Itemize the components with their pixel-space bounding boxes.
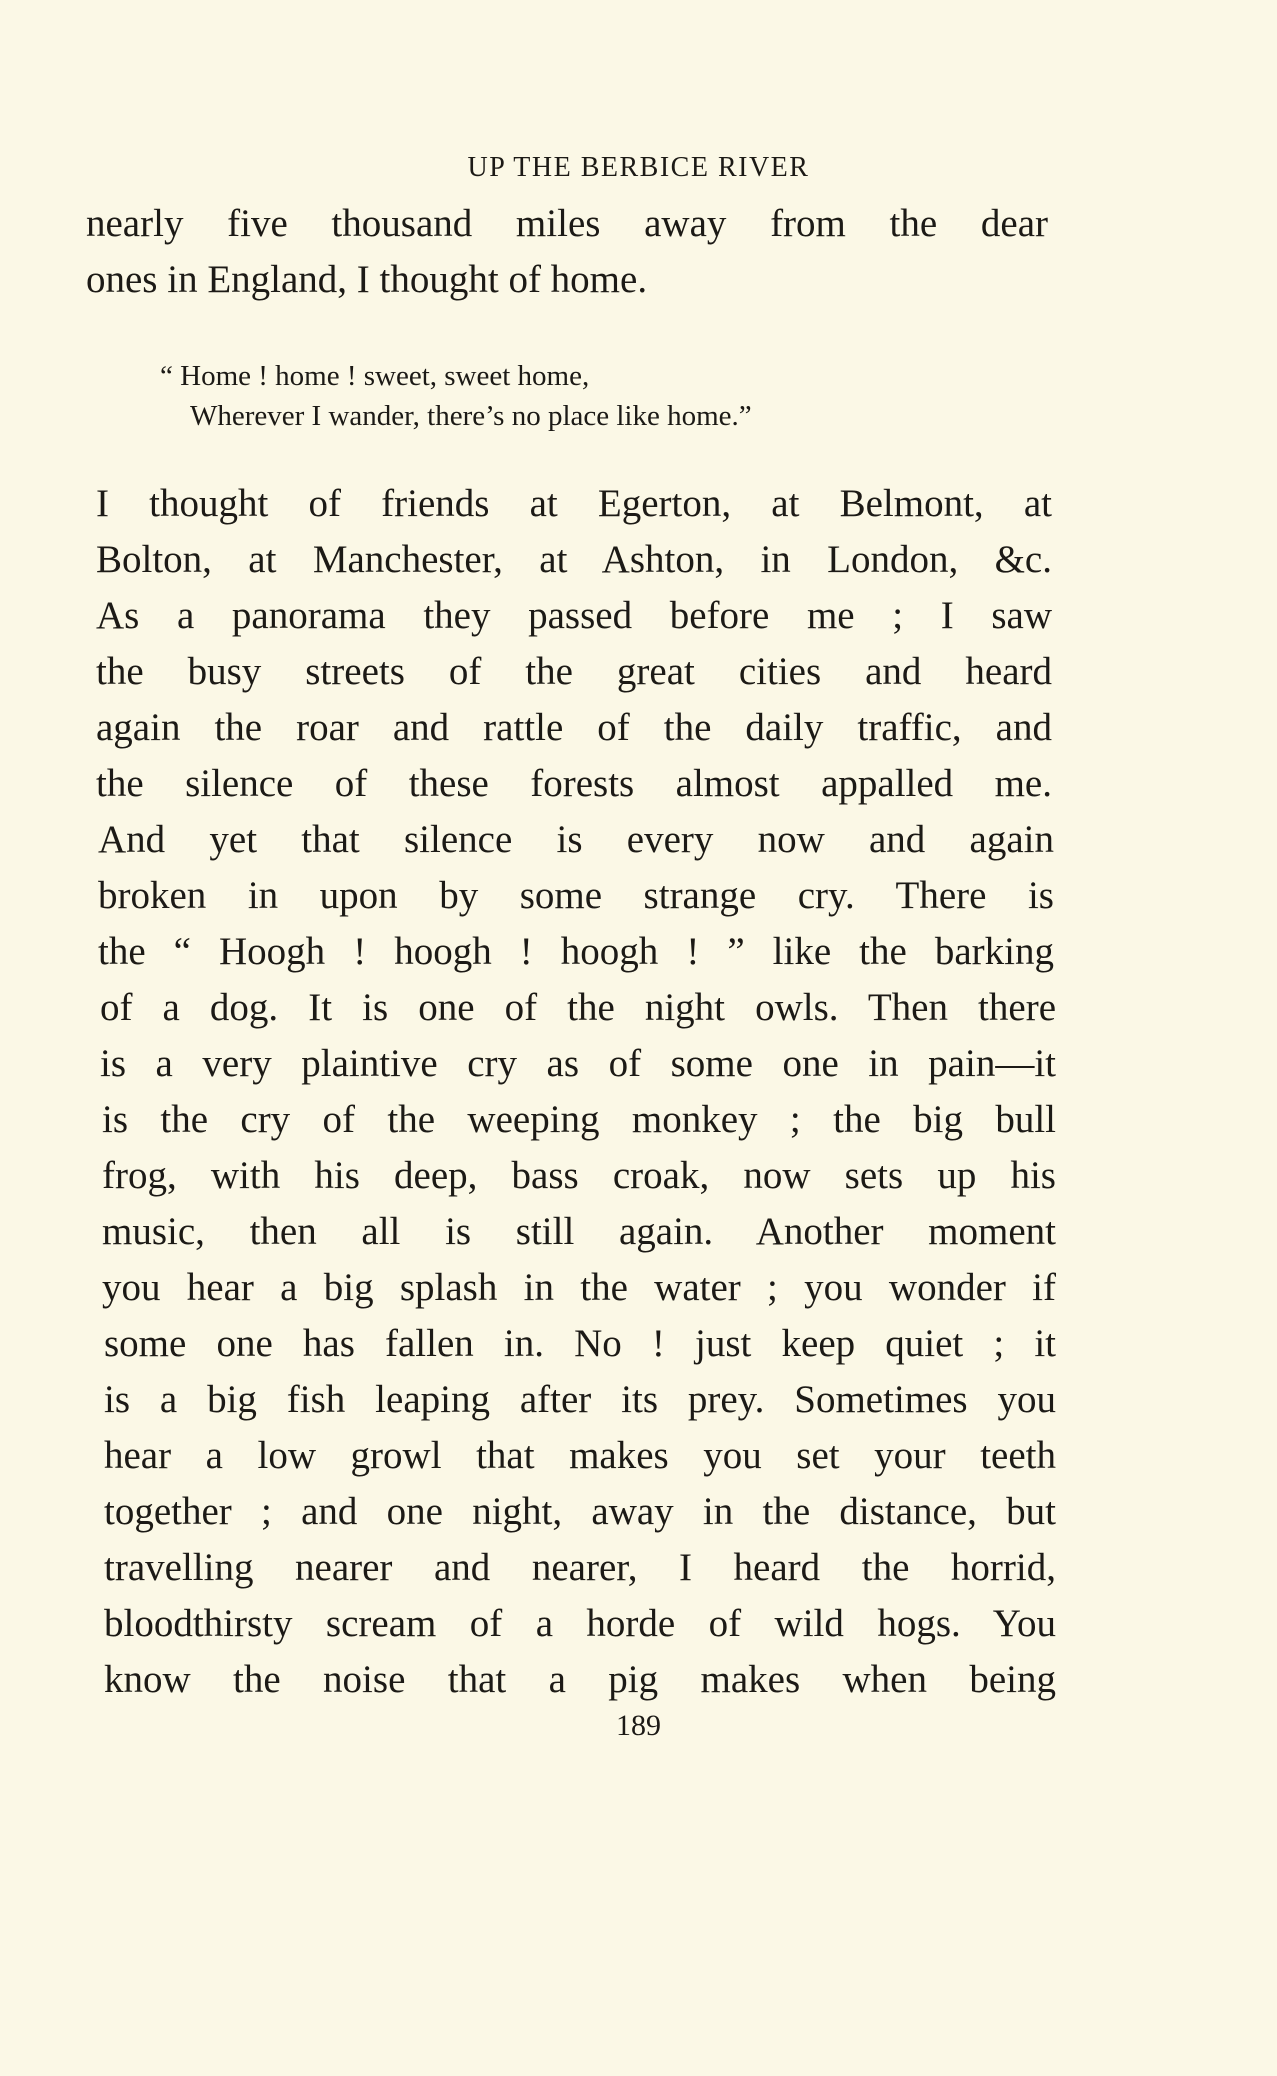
text-line: hear a low growl that makes you set your teeth [104, 1434, 1056, 1477]
text-line: again the roar and rattle of the daily traffic, and [96, 706, 1052, 749]
text-line: broken in upon by some strange cry. There is [98, 874, 1054, 917]
text-line: of a dog. It is one of the night owls. Then there [100, 986, 1056, 1029]
text-line: the busy streets of the great cities and heard [96, 650, 1052, 693]
text-line: is a very plaintive cry as of some one in pain—it [100, 1042, 1056, 1085]
text-line: nearly five thousand miles away from the dear [86, 202, 1048, 245]
text-line: music, then all is still again. Another moment [102, 1210, 1056, 1253]
text-line: the “ Hoogh ! hoogh ! hoogh ! ” like the barking [98, 930, 1054, 973]
text-line: bloodthirsty scream of a horde of wild hogs. You [104, 1602, 1056, 1645]
text-line: travelling nearer and nearer, I heard the horrid, [104, 1546, 1056, 1589]
page-number: 189 [616, 1709, 661, 1742]
text-line: is the cry of the weeping monkey ; the big bull [102, 1098, 1056, 1141]
running-head: UP THE BERBICE RIVER [467, 152, 810, 183]
text-line: I thought of friends at Egerton, at Belmont, at [96, 482, 1052, 525]
text-line: As a panorama they passed before me ; I saw [96, 594, 1052, 637]
text-line: frog, with his deep, bass croak, now sets up his [102, 1154, 1056, 1197]
text-line: know the noise that a pig makes when being [104, 1658, 1056, 1701]
text-line: together ; and one night, away in the distance, but [104, 1490, 1056, 1533]
text-line: And yet that silence is every now and again [98, 818, 1054, 861]
quote-line: “ Home ! home ! sweet, sweet home, [160, 360, 590, 392]
text-line: Bolton, at Manchester, at Ashton, in London, &c. [96, 538, 1052, 581]
text-line: you hear a big splash in the water ; you wonder if [102, 1266, 1056, 1309]
text-line: ones in England, I thought of home. [86, 258, 648, 301]
text-line: is a big fish leaping after its prey. Sometimes you [104, 1378, 1056, 1421]
text-line: some one has fallen in. No ! just keep quiet ; it [104, 1322, 1056, 1365]
quote-line: Wherever I wander, there’s no place like home.” [190, 400, 752, 432]
text-line: the silence of these forests almost appalled me. [96, 762, 1052, 805]
